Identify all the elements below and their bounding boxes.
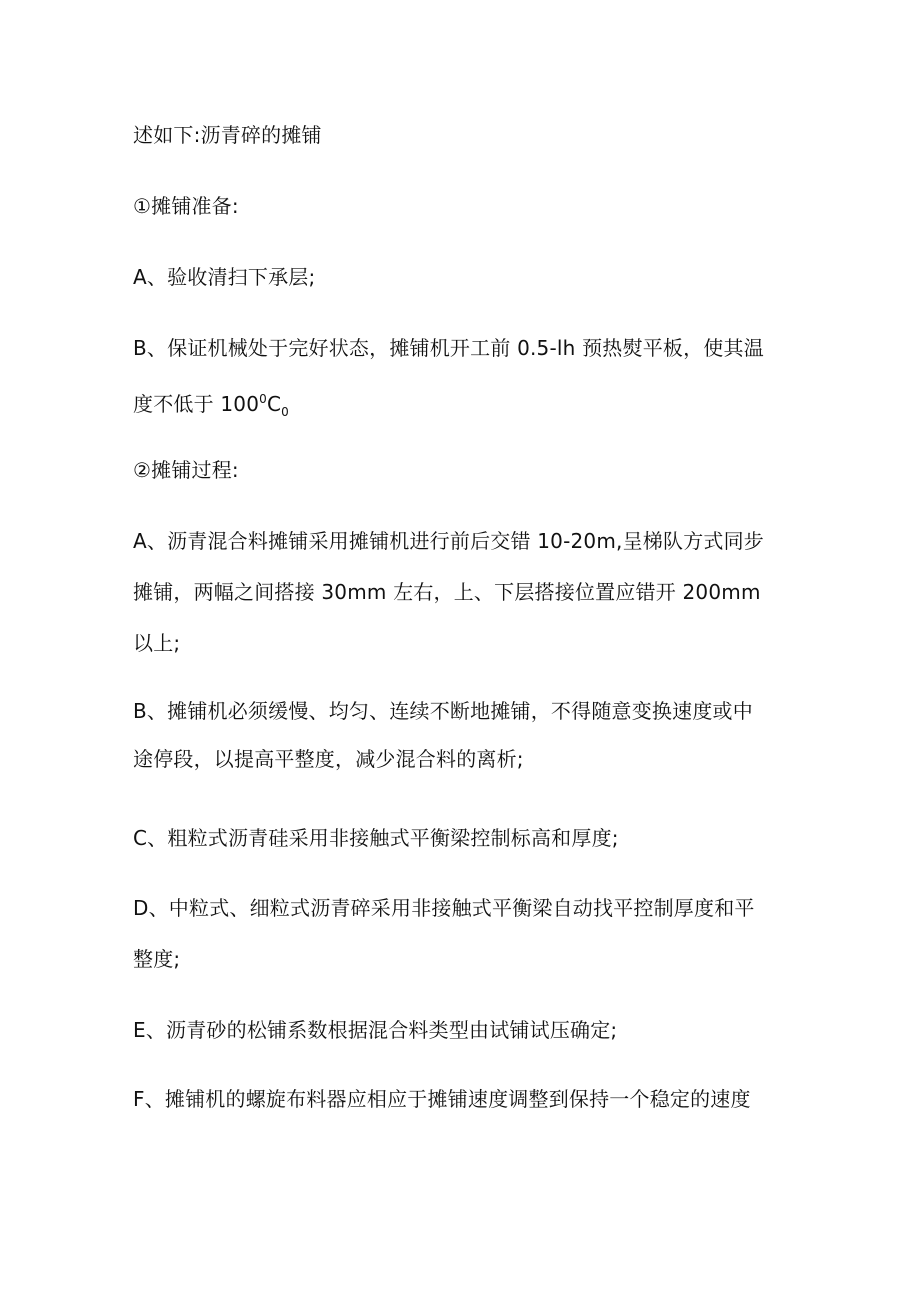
prep-item-b-unit: C: [266, 392, 282, 416]
process-item-d-line-2: 整度;: [133, 947, 181, 971]
prep-item-b-text: 度不低于 100: [133, 392, 260, 416]
prep-title: ①摊铺准备:: [133, 194, 239, 218]
process-item-a-line-2: 摊铺，两幅之间搭接 30mm 左右，上、下层搭接位置应错开 200mm: [133, 580, 761, 604]
prep-item-b-superscript: 0: [259, 392, 267, 406]
process-item-b-line-1: B、摊铺机必须缓慢、均匀、连续不断地摊铺，不得随意变换速度或中: [133, 699, 753, 723]
process-title: ②摊铺过程:: [133, 458, 239, 482]
prep-item-b-subscript: 0: [281, 405, 289, 419]
process-item-f: F、摊铺机的螺旋布料器应相应于摊铺速度调整到保持一个稳定的速度: [133, 1087, 751, 1111]
section-heading: 述如下:沥青碎的摊铺: [133, 123, 322, 147]
process-item-a-line-3: 以上;: [133, 631, 181, 655]
process-item-e: E、沥青砂的松铺系数根据混合料类型由试铺试压确定;: [133, 1018, 618, 1042]
process-item-a-line-1: A、沥青混合料摊铺采用摊铺机进行前后交错 10-20m,呈梯队方式同步: [133, 529, 764, 553]
process-item-d-line-1: D、中粒式、细粒式沥青碎采用非接触式平衡梁自动找平控制厚度和平: [133, 896, 755, 920]
prep-item-a: A、验收清扫下承层;: [133, 265, 316, 289]
process-item-b-line-2: 途停段，以提高平整度，减少混合料的离析;: [133, 747, 524, 771]
process-item-c: C、粗粒式沥青硅采用非接触式平衡梁控制标高和厚度;: [133, 826, 619, 850]
prep-item-b-line-1: B、保证机械处于完好状态，摊铺机开工前 0.5-lh 预热熨平板，使其温: [133, 336, 764, 360]
prep-item-b-line-2: [133, 385, 289, 426]
